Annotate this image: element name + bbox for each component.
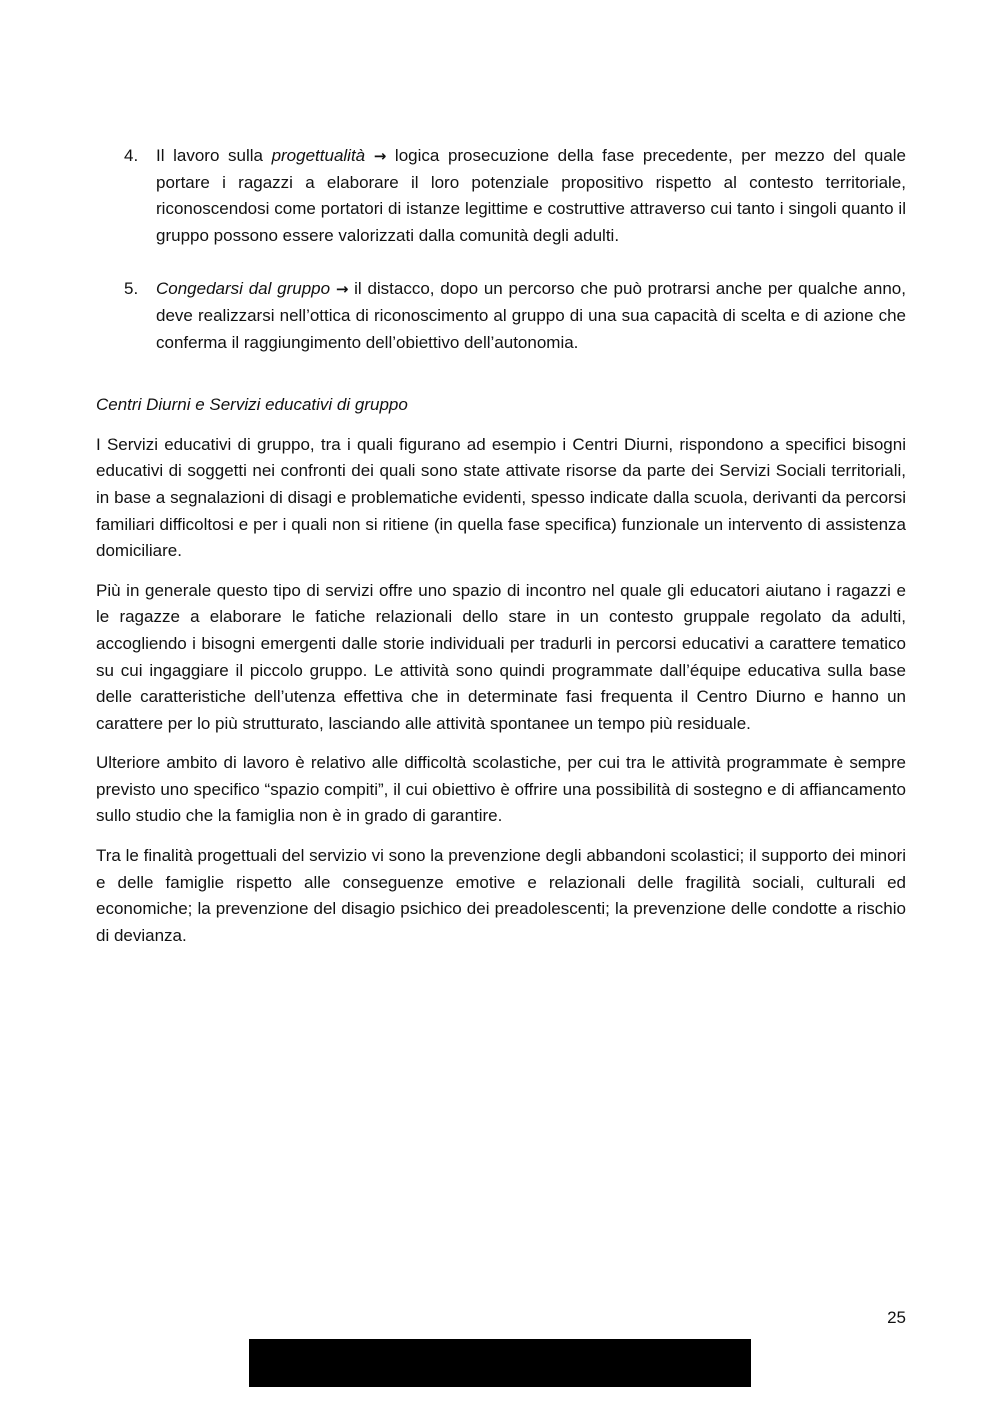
list-item <box>96 143 906 249</box>
list-item-text-lead: Il lavoro sulla <box>156 146 272 165</box>
body-paragraph: Tra le finalità progettuali del servizio vi sono la prevenzione degli abbandoni scolastici; il supporto dei minori e delle famiglie rispetto alle conseguenze emotive e relazionali delle fragilità sociali, culturali ed economiche; la prevenzione del disagio psichico dei preadolescenti; la prevenzione delle condotte a rischio di devianza. <box>96 846 906 945</box>
page-content <box>96 143 906 962</box>
list-item-text: il distacco, dopo un percorso che può protrarsi anche per qualche anno, deve realizzarsi nell’ottica di riconoscimento al gruppo di una sua capacità di scelta e di azione che conferma il raggiungimento dell’obiettivo dell’autonomia. <box>156 279 906 352</box>
footer-redaction-bar <box>249 1339 751 1387</box>
list-item-number: 4. <box>124 146 139 165</box>
list-item-term: Congedarsi dal gruppo <box>156 279 331 299</box>
list-item <box>96 276 906 356</box>
numbered-list <box>96 143 906 356</box>
body-paragraph: Più in generale questo tipo di servizi offre uno spazio di incontro nel quale gli educatori aiutano i ragazzi e le ragazze a elaborare le fatiche relazionali dello stare in un contesto gruppale regolato da adulti, accogliendo i bisogni emergenti dalle storie individuali per tradurli in percorsi educativi a carattere tematico su cui ingaggiare il piccolo gruppo. Le attività sono quindi programmate dall’équipe educativa sulla base delle caratteristiche dell’utenza effettiva che in determinate fasi frequenta il Centro Diurno e hanno un carattere per lo più strutturato, lasciando alle attività spontanee un tempo più residuale. <box>96 580 906 733</box>
body-paragraph: Ulteriore ambito di lavoro è relativo alle difficoltà scolastiche, per cui tra le attività programmate è sempre previsto uno specifico “spazio compiti”, il cui obiettivo è offrire una possibilità di sostegno e di affiancamento sullo studio che la famiglia non è in grado di garantire. <box>96 753 906 826</box>
arrow-right-icon: → <box>335 280 349 299</box>
list-item-number: 5. <box>124 279 139 299</box>
page-number: 25 <box>887 1308 906 1327</box>
list-item-text: logica prosecuzione della fase precedente, per mezzo del quale portare i ragazzi a elaborare il loro potenziale propositivo rispetto al contesto territoriale, riconoscendosi come portatori di istanze legittime e costruttive attraverso cui tanto i singoli quanto il gruppo possono essere valorizzati dalla comunità degli adulti. <box>156 146 906 245</box>
section-heading: Centri Diurni e Servizi educativi di gruppo <box>96 395 408 415</box>
body-paragraph: I Servizi educativi di gruppo, tra i quali figurano ad esempio i Centri Diurni, rispondono a specifici bisogni educativi di soggetti nei confronti dei quali sono state attivate risorse da parte dei Servizi Sociali territoriali, in base a segnalazioni di disagi e problematiche evidenti, spesso indicate dalla scuola, derivanti da percorsi familiari difficoltosi e per i quali non si ritiene (in quella fase specifica) funzionale un intervento di assistenza domiciliare. <box>96 434 906 561</box>
arrow-right-icon: → <box>373 147 387 165</box>
list-item-term: progettualità <box>271 146 366 165</box>
